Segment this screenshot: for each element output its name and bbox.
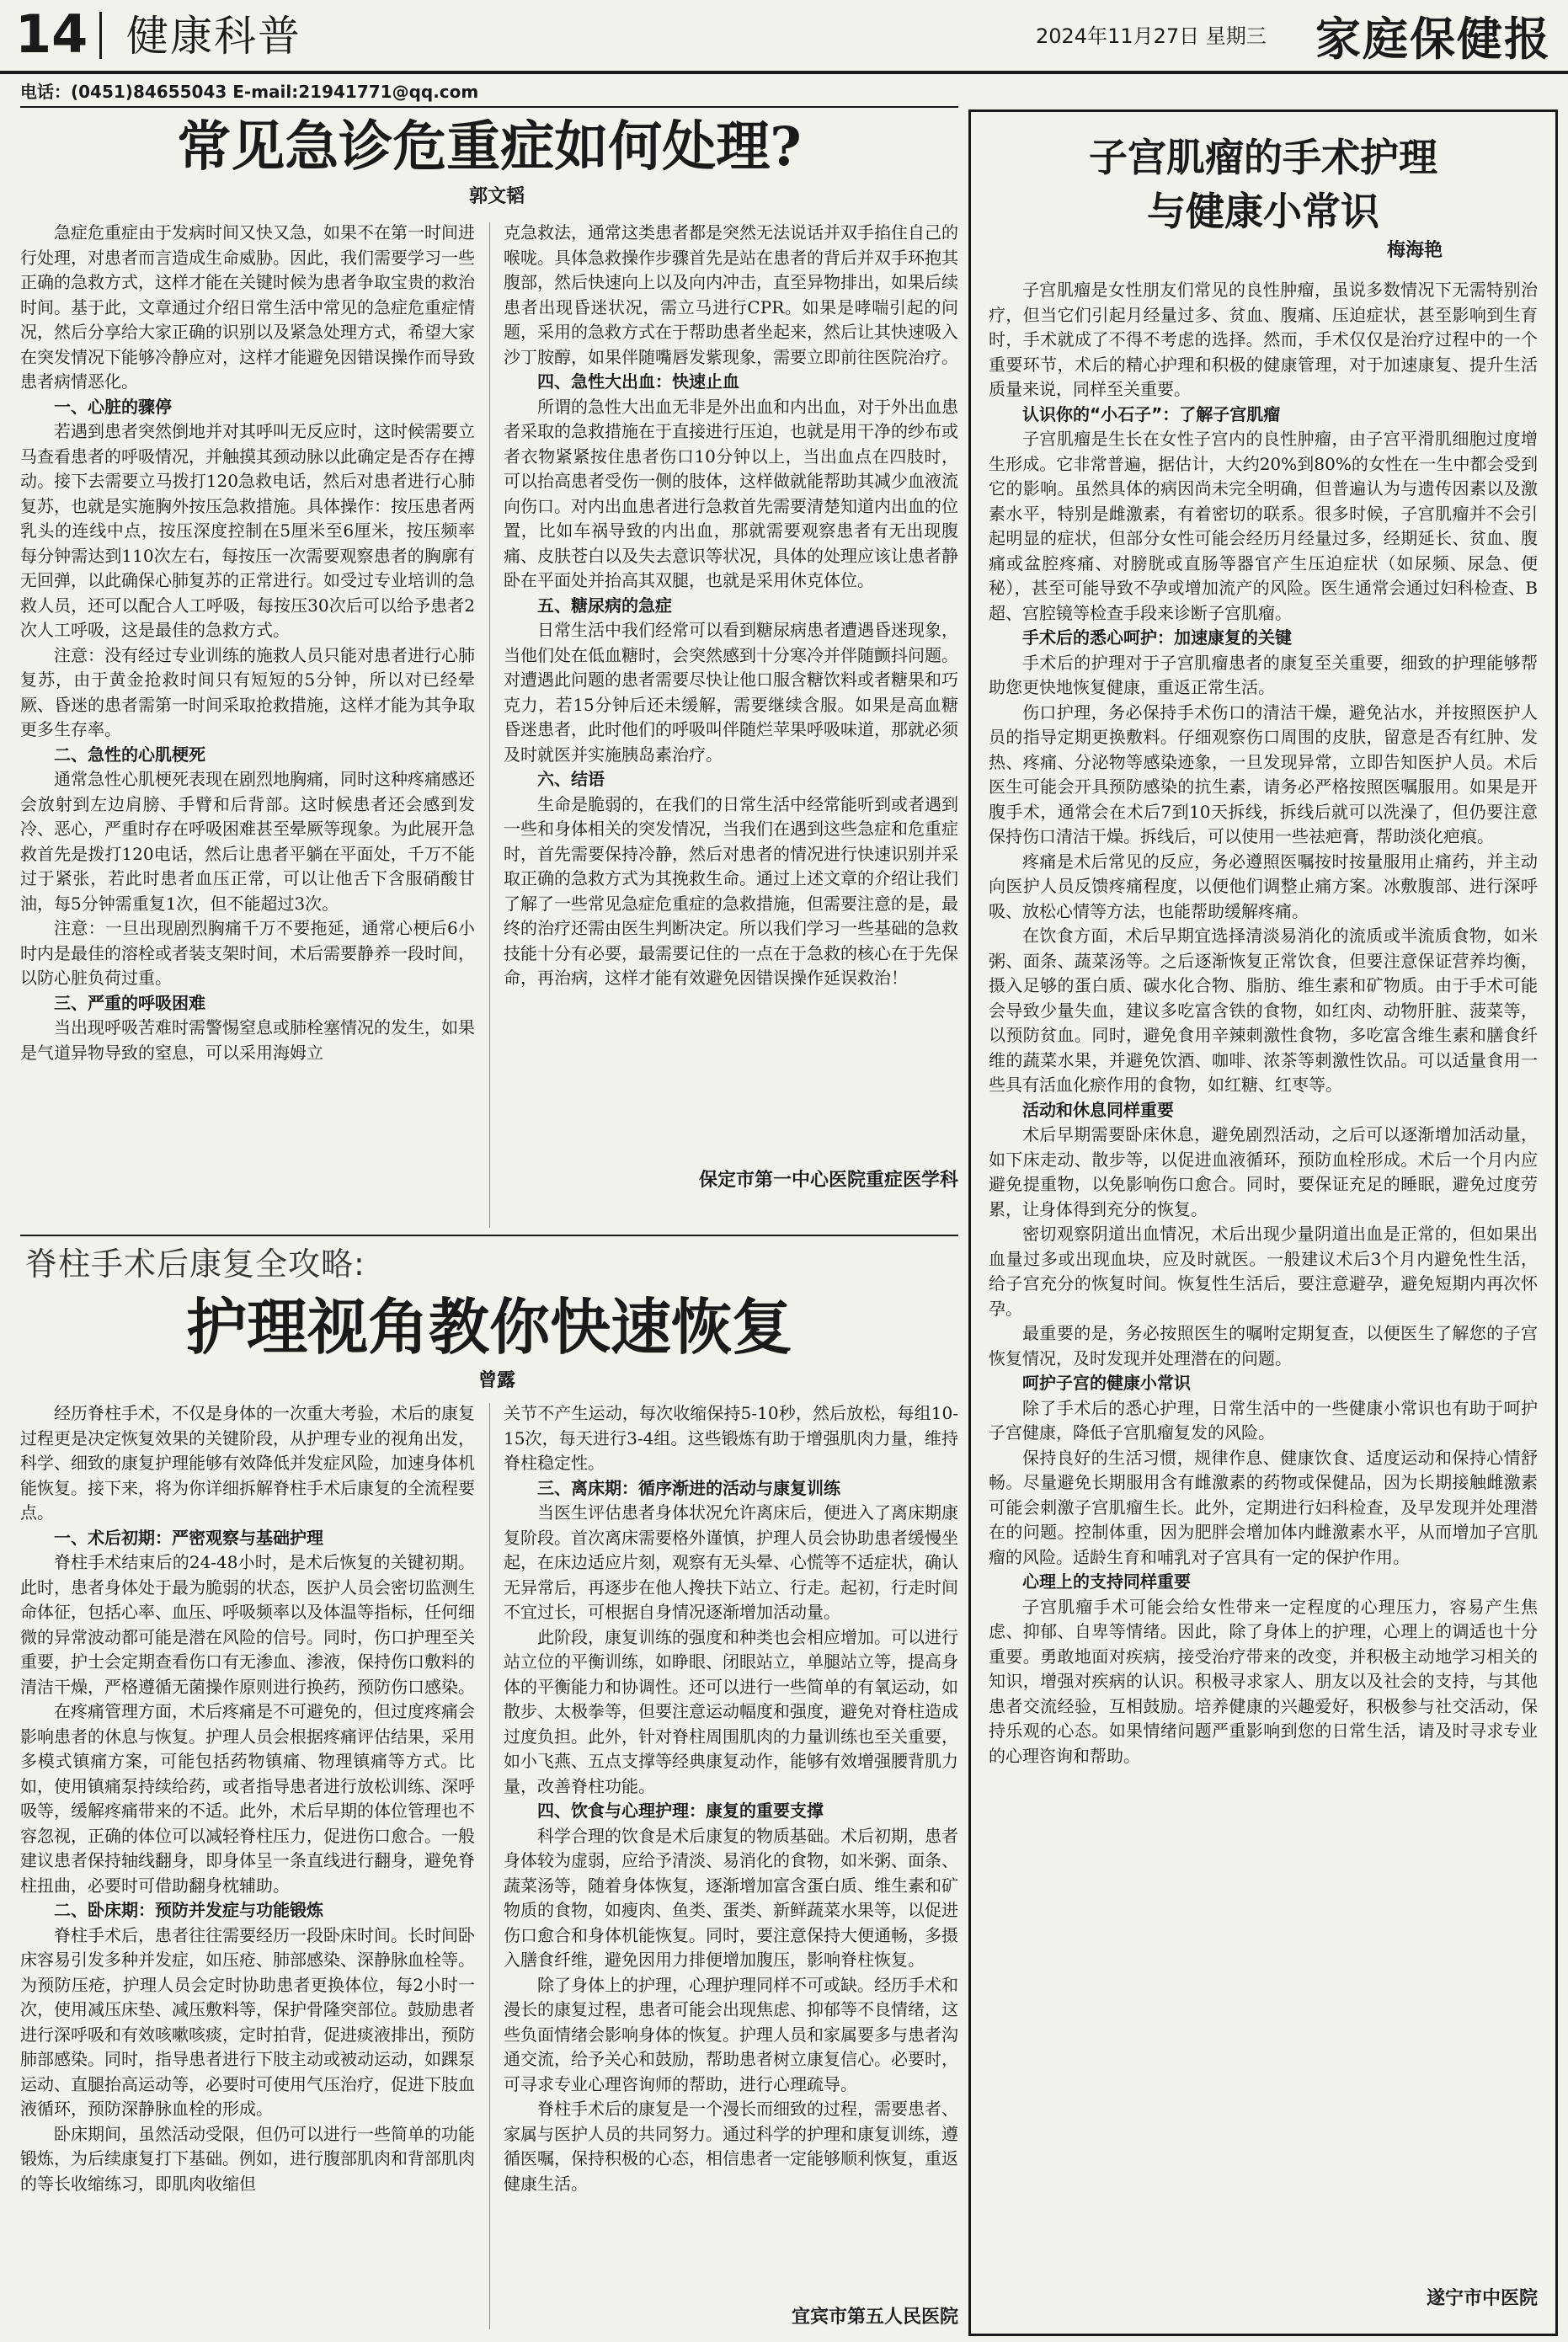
issue-date: 2024年11月27日 星期三 [1036, 24, 1267, 48]
article2-column-2 [504, 1401, 958, 2294]
paragraph: 注意：一旦出现剧烈胸痛千万不要拖延，通常心梗后6小时内是最佳的溶栓或者装支架时间，术后需要静养一段时间，以防心脏负荷过重。 [20, 918, 475, 988]
section-heading: 一、心脏的骤停 [54, 396, 172, 417]
paragraph: 子宫肌瘤是女性朋友们常见的良性肿瘤，虽说多数情况下无需特别治疗，但当它们引起月经量过多、贫血、腹痛、压迫症状，甚至影响到生育时，手术就成了不得不考虑的选择。然而，手术仅仅是治疗过程中的一个重要环节，术后的精心护理和积极的健康管理，对于加速康复、提升生活质量来说，同样至关重要。 [989, 280, 1538, 399]
paragraph: 此阶段，康复训练的强度和种类也会相应增加。可以进行站立位的平衡训练，如睁眼、闭眼站立，单腿站立等，提高身体的平衡能力和协调性。还可以进行一些简单的有氧运动，如散步、太极拳等，但要注意运动幅度和强度，避免对脊柱造成过度负担。此外，针对脊柱周围肌肉的力量训练也至关重要，如小飞燕、五点支撑等经典康复动作，能够有效增强腰背肌力量，改善脊柱功能。 [504, 1626, 958, 1796]
section-heading: 认识你的“小石子”：了解子宫肌瘤 [1022, 403, 1281, 424]
article3-title-line-1: 子宫肌瘤的手术护理 [1089, 135, 1437, 180]
article2-title: 护理视角教你快速恢复 [185, 1291, 792, 1363]
article1-column-rule [489, 222, 490, 1228]
section-title: 健康科普 [126, 12, 301, 61]
paragraph: 当出现呼吸苦难时需警惕窒息或肺栓塞情况的发生，如果是气道异物导致的窒息，可以采用海姆立 [20, 1017, 475, 1063]
article2-kicker: 脊柱手术后康复全攻略: [25, 1246, 365, 1283]
paragraph: 经历脊柱手术，不仅是身体的一次重大考验，术后的康复过程更是决定恢复效果的关键阶段，从护理专业的视角出发，科学、细致的康复护理能够有效降低并发症风险，加速身体机能恢复。接下来，将为你详细拆解脊柱手术后康复的全流程要点。 [20, 1403, 475, 1523]
paragraph: 克急救法，通常这类患者都是突然无法说话并双手掐住自己的喉咙。具体急救操作步骤首先是站在患者的背后并双手环抱其腹部，然后快速向上以及向内冲击，直至异物排出，如果后续患者出现昏迷状况，需立马进行CPR。如果是哮喘引起的问题，采用的急救方式在于帮助患者坐起来，然后让其快速吸入沙丁胺醇，如果伴随嘴唇发紫现象，需要立即前往医院治疗。 [504, 222, 958, 367]
paragraph: 除了手术后的悉心护理，日常生活中的一些健康小常识也有助于呵护子宫健康，降低子宫肌瘤复发的风险。 [989, 1397, 1538, 1443]
article3-source: 遂宁市中医院 [1426, 2288, 1538, 2309]
article1-title: 常见急诊危重症如何处理? [177, 115, 802, 179]
paragraph: 密切观察阴道出血情况，术后出现少量阴道出血是正常的，但如果出血量过多或出现血块，应及时就医。一般建议术后3个月内避免性生活，给子宫充分的恢复时间。恢复性生活后，要注意避孕，避免短期内再次怀孕。 [989, 1224, 1538, 1319]
article1-column-2 [504, 221, 958, 1144]
paragraph: 保持良好的生活习惯，规律作息、健康饮食、适度运动和保持心情舒畅。尽量避免长期服用含有雌激素的药物或保健品，因为长期接触雌激素可能会刺激子宫肌瘤生长。此外，定期进行妇科检查，及早发现并处理潜在的问题。控制体重，因为肥胖会增加体内雌激素水平，从而增加子宫肌瘤的风险。适龄生育和哺乳对子宫具有一定的保护作用。 [989, 1447, 1538, 1567]
paragraph: 生命是脆弱的，在我们的日常生活中经常能听到或者遇到一些和身体相关的突发情况，当我们在遇到这些急症和危重症时，首先需要保持冷静，然后对患者的情况进行快速识别并采取正确的急救方式为其挽救生命。通过上述文章的介绍让我们了解了一些常见急症危重症的急救措施，但需要注意的是，最终的治疗还需由医生判断决定。所以我们学习一些基础的急救技能十分有必要，最需要记住的一点在于急救的核心在于先保命，再治病，这样才能有效避免因错误操作延误救治！ [504, 793, 958, 988]
paragraph: 伤口护理，务必保持手术伤口的清洁干燥，避免沾水，并按照医护人员的指导定期更换敷料。仔细观察伤口周围的皮肤，留意是否有红肿、发热、疼痛、分泌物等感染迹象，一旦发现异常，立即告知医护人员。术后医生可能会开具预防感染的抗生素，请务必严格按照医嘱服用。如果是开腹手术，通常会在术后7到10天拆线，拆线后就可以洗澡了，但仍要注意保持伤口清洁干燥。拆线后，可以使用一些祛疤膏，帮助淡化疤痕。 [989, 702, 1538, 846]
paragraph: 若遇到患者突然倒地并对其呼叫无反应时，这时候需要立马查看患者的呼吸情况，并触摸其颈动脉以此确定是否存在搏动。接下去需要立马拨打120急救电话，然后对患者进行心肺复苏，也就是实施胸外按压急救措施。具体操作：按压患者两乳头的连线中点，按压深度控制在5厘米至6厘米，按压频率每分钟需达到110次左右，每按压一次需要观察患者的胸廓有无回弹，以此确保心肺复苏的正常进行。如受过专业培训的急救人员，还可以配合人工呼吸，每按压30次后可以给予患者2次人工呼吸，这是最佳的急救方式。 [20, 421, 475, 640]
article2-column-rule [489, 1403, 490, 2329]
masthead-rule [0, 71, 1568, 74]
section-heading: 一、术后初期：严密观察与基础护理 [54, 1527, 323, 1548]
paragraph: 脊柱手术后的康复是一个漫长而细致的过程，需要患者、家属与医护人员的共同努力。通过科学的护理和康复训练，遵循医嘱，保持积极的心态，相信患者一定能够顺利恢复，重返健康生活。 [504, 2099, 958, 2194]
article3-title-line-2: 与健康小常识 [1147, 189, 1379, 234]
article2-author: 曾露 [477, 1370, 515, 1391]
section-heading: 四、饮食与心理护理：康复的重要支撑 [537, 1801, 824, 1821]
paragraph: 科学合理的饮食是术后康复的物质基础。术后初期，患者身体较为虚弱，应给予清淡、易消化的食物，如米粥、面条、蔬菜汤等，随着身体恢复，逐渐增加富含蛋白质、维生素和矿物质的食物，如瘦肉、鱼类、蛋类、新鲜蔬菜水果等，以促进伤口愈合和身体机能恢复。同时，要注意保持大便通畅，多摄入膳食纤维，避免因用力排便增加腹压，影响脊柱恢复。 [504, 1825, 958, 1970]
section-heading: 六、结语 [537, 769, 605, 789]
masthead-divider [99, 12, 102, 59]
section-heading: 心理上的支持同样重要 [1022, 1571, 1191, 1592]
section-heading: 呵护子宫的健康小常识 [1022, 1373, 1191, 1393]
article1-column-1 [20, 221, 475, 1228]
paragraph: 术后早期需要卧床休息，避免剧烈活动，之后可以逐渐增加活动量，如下床走动、散步等，以促进血液循环，预防血栓形成。术后一个月内应避免提重物，以免影响伤口愈合。同时，要保证充足的睡眠，避免过度劳累，让身体得到充分的恢复。 [989, 1124, 1538, 1219]
article1-source: 保定市第一中心医院重症医学科 [698, 1170, 958, 1191]
paragraph: 当医生评估患者身体状况允许离床后，便进入了离床期康复阶段。首次离床需要格外谨慎，护理人员会协助患者缓慢坐起，在床边适应片刻，观察有无头晕、心慌等不适症状，确认无异常后，再逐步在他人搀扶下站立、行走。起初，行走时间不宜过长，可根据自身情况逐渐增加活动量。 [504, 1502, 958, 1622]
section-heading: 活动和休息同样重要 [1022, 1099, 1174, 1120]
article2-column-1 [20, 1401, 475, 2333]
section-heading: 五、糖尿病的急症 [537, 595, 672, 616]
article2-source: 宜宾市第五人民医院 [791, 2307, 958, 2328]
paper-name: 家庭保健报 [1315, 12, 1551, 66]
section-heading: 四、急性大出血：快速止血 [537, 371, 739, 392]
contact-line: 电话：(0451)84655043 E-mail:21941771@qq.com [20, 82, 479, 102]
section-heading: 三、离床期：循序渐进的活动与康复训练 [537, 1477, 840, 1498]
paragraph: 所谓的急性大出血无非是外出血和内出血，对于外出血患者采取的急救措施在于直接进行压迫，也就是用干净的纱布或者衣物紧紧按住患者伤口10分钟以上，当出血点在四肢时，可以抬高患者受伤一侧的肢体，这样做就能帮助其减少血液流向伤口。对内出血患者进行急救首先需要清楚知道内出血的位置，比如车祸导致的内出血，那就需要观察患者有无出现腹痛、皮肤苍白以及失去意识等状况，具体的处理应该让患者静卧在平面处并抬高其双腿，也就是采用休克体位。 [504, 396, 958, 590]
paragraph: 关节不产生运动，每次收缩保持5-10秒，然后放松，每组10-15次，每天进行3-4组。这些锻炼有助于增强肌肉力量，维持脊柱稳定性。 [504, 1403, 958, 1473]
paragraph: 除了身体上的护理，心理护理同样不可或缺。经历手术和漫长的康复过程，患者可能会出现焦虑、抑郁等不良情绪，这些负面情绪会影响身体的恢复。护理人员和家属要多与患者沟通交流，给予关心和鼓励，帮助患者树立康复信心。必要时，可寻求专业心理咨询师的帮助，进行心理疏导。 [504, 1974, 958, 2094]
section-heading: 二、急性的心肌梗死 [54, 744, 205, 765]
paragraph: 子宫肌瘤手术可能会给女性带来一定程度的心理压力，容易产生焦虑、抑郁、自卑等情绪。因此，除了身体上的护理，心理上的调适也十分重要。勇敢地面对疾病，接受治疗带来的改变，并积极主动地学习相关的知识，增强对疾病的认识。积极寻求家人、朋友以及社会的支持，与其他患者交流经验，互相鼓励。培养健康的兴趣爱好，积极参与社交活动，保持乐观的心态。如果情绪问题严重影响到您的日常生活，请及时寻求专业的心理咨询和帮助。 [989, 1596, 1538, 1766]
paragraph: 日常生活中我们经常可以看到糖尿病患者遭遇昏迷现象，当他们处在低血糖时，会突然感到十分寒冷并伴随颤抖问题。对遭遇此问题的患者需要尽快让他口服含糖饮料或者糖果和巧克力，若15分钟后还未缓解，需要继续含服。如果是高血糖昏迷患者，此时他们的呼吸叫伴随烂苹果呼吸味道，那就必须及时就医并实施胰岛素治疗。 [504, 620, 958, 765]
paragraph: 注意：没有经过专业训练的施救人员只能对患者进行心肺复苏，由于黄金抢救时间只有短短的5分钟，所以对已经晕厥、昏迷的患者需第一时间采取抢救措施，这样才能为其争取更多生存率。 [20, 644, 475, 739]
paragraph: 在疼痛管理方面，术后疼痛是不可避免的，但过度疼痛会影响患者的休息与恢复。护理人员会根据疼痛评估结果，采用多模式镇痛方案，可能包括药物镇痛、物理镇痛等方式。比如，使用镇痛泵持续给药，或者指导患者进行放松训练、深呼吸等，缓解疼痛带来的不适。此外，术后早期的体位管理也不容忽视，正确的体位可以减轻脊柱压力，促进伤口愈合。一般建议患者保持轴线翻身，即身体呈一条直线进行翻身，避免脊柱扭曲，必要时可借助翻身枕辅助。 [20, 1701, 475, 1896]
section-heading: 三、严重的呼吸困难 [54, 992, 205, 1013]
paragraph: 急症危重症由于发病时间又快又急，如果不在第一时间进行处理，对患者而言造成生命威胁。因此，我们需要学习一些正确的急救方式，这样才能在关键时候为患者争取宝贵的救治时间。基于此，文章通过介绍日常生活中常见的急症危重症情况，然后分享给大家正确的识别以及紧急处理方式，希望大家在突发情况下能够冷静应对，这样才能避免因错误操作而导致患者病情恶化。 [20, 222, 475, 392]
article3-body [989, 278, 1538, 2274]
section-heading: 二、卧床期：预防并发症与功能锻炼 [54, 1900, 323, 1920]
paragraph: 通常急性心肌梗死表现在剧烈地胸痛，同时这种疼痛感还会放射到左边肩膀、手臂和后背部。这时候患者还会感到发冷、恶心，严重时存在呼吸困难甚至晕厥等现象。为此展开急救首先是拨打120电话，然后让患者平躺在平面处，千万不能过于紧张，若此时患者血压正常，可以让他舌下含服硝酸甘油，每5分钟需重复1次，但不能超过3次。 [20, 769, 475, 914]
section-heading: 手术后的悉心呵护：加速康复的关键 [1022, 627, 1292, 648]
article1-author: 郭文韬 [468, 186, 525, 207]
paragraph: 卧床期间，虽然活动受限，但仍可以进行一些简单的功能锻炼，为后续康复打下基础。例如，进行腹部肌肉和背部肌肉的等长收缩练习，即肌肉收缩但 [20, 2123, 475, 2194]
paragraph: 手术后的护理对于子宫肌瘤患者的康复至关重要，细致的护理能够帮助您更快地恢复健康，重返正常生活。 [989, 652, 1538, 697]
paragraph: 最重要的是，务必按照医生的嘱咐定期复查，以便医生了解您的子宫恢复情况，及时发现并处理潜在的问题。 [989, 1323, 1538, 1368]
paragraph: 脊柱手术结束后的24-48小时，是术后恢复的关键初期。此时，患者身体处于最为脆弱的状态，医护人员会密切监测生命体征，包括心率、血压、呼吸频率以及体温等指标，任何细微的异常波动都可能是潜在风险的信号。同时，伤口护理至关重要，护士会定期查看伤口有无渗血、渗液，保持伤口敷料的清洁干燥，严格遵循无菌操作原则进行换药，预防伤口感染。 [20, 1552, 475, 1697]
page-number: 14 [15, 3, 88, 65]
paragraph: 脊柱手术后，患者往往需要经历一段卧床时间。长时间卧床容易引发多种并发症，如压疮、肺部感染、深静脉血栓等。为预防压疮，护理人员会定时协助患者更换体位，每2小时一次，使用减压床垫、减压敷料等，保护骨隆突部位。鼓励患者进行深呼吸和有效咳嗽咳痰，定时拍背，促进痰液排出，预防肺部感染。同时，指导患者进行下肢主动或被动运动，如踝泵运动、直腿抬高运动等，必要时可使用气压治疗，促进下肢血液循环，预防深静脉血栓的形成。 [20, 1924, 475, 2119]
paragraph: 疼痛是术后常见的反应，务必遵照医嘱按时按量服用止痛药，并主动向医护人员反馈疼痛程度，以便他们调整止痛方案。冰敷腹部、进行深呼吸、放松心情等方法，也能帮助缓解疼痛。 [989, 851, 1538, 921]
masthead [0, 0, 1568, 77]
contact-rule [20, 106, 958, 108]
paragraph: 子宫肌瘤是生长在女性子宫内的良性肿瘤，由子宫平滑肌细胞过度增生形成。它非常普遍，据估计，大约20%到80%的女性在一生中都会受到它的影响。虽然具体的病因尚未完全明确，但普遍认为与遗传因素以及激素水平，特别是雌激素，有着密切的联系。很多时候，子宫肌瘤并不会引起明显的症状，但部分女性可能会经历月经量过多，经期延长、贫血、腹痛或盆腔疼痛、对膀胱或直肠等器官产生压迫症状（如尿频、尿急、便秘），甚至可能导致不孕或增加流产的风险。医生通常会通过妇科检查、B超、宫腔镜等检查手段来诊断子宫肌瘤。 [989, 429, 1538, 623]
article-divider [20, 1235, 958, 1236]
article3-author: 梅海艳 [1386, 240, 1443, 261]
paragraph: 在饮食方面，术后早期宜选择清淡易消化的流质或半流质食物，如米粥、面条、蔬菜汤等。之后逐渐恢复正常饮食，但要注意保证营养均衡，摄入足够的蛋白质、碳水化合物、脂肪、维生素和矿物质。由于手术可能会导致少量失血，建议多吃富含铁的食物，如红肉、动物肝脏、菠菜等，以预防贫血。同时，避免食用辛辣刺激性食物，多吃富含维生素和膳食纤维的蔬菜水果，并避免饮酒、咖啡、浓茶等刺激性饮品。可以适量食用一些具有活血化瘀作用的食物，如红糖、红枣等。 [989, 926, 1538, 1095]
